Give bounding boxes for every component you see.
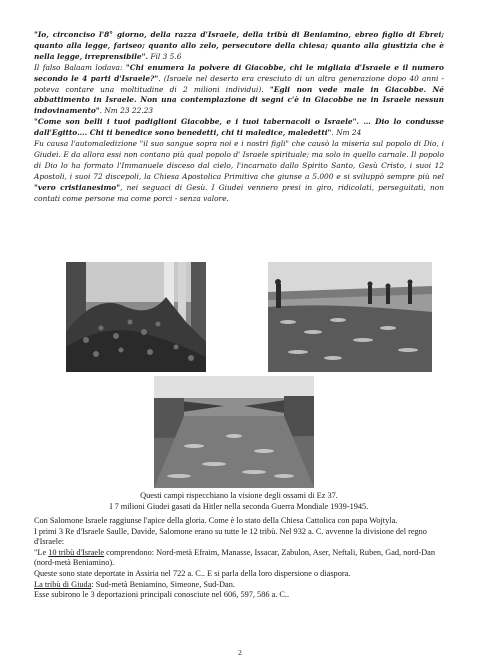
photo-camp-barracks <box>154 376 314 488</box>
page-number: 2 <box>238 648 242 657</box>
paragraph-assiria: Queste sono state deportate in Assiria nel 722 a. C.. E si parla della loro dispersione o diaspora. <box>34 568 351 578</box>
paragraph-primi-re: I primi 3 Re d'Israele Saulle, Davide, Salomone erano su tutte le 12 tribù. Nel 932 a. C. avvenne la divisione del regno d'Israele: <box>34 526 427 547</box>
quote-egypt: . … Dio lo condusse dall'Egitto…. Chi ti benedice sono benedetti, chi ti maledice, maledetti" <box>34 117 444 138</box>
bottom-text-block <box>34 516 446 601</box>
paragraph-giuda: La tribù di Giuda: Sud-metà Beniamino, Simeone, Sud-Dan. <box>34 579 235 589</box>
top-text-block <box>34 30 444 205</box>
tribu-giuda-label: La tribù di Giuda <box>34 579 92 589</box>
automaledizione-text: Fu causa l'automaledizione "il suo sangue sopra noi e i nostri figli" che causò la miseria sul popolo di Dio, i Giudei. E da allora essi non contano più qual popolo d' Israele spirituale; ma solo in quello carnale. Il popolo di Dio lo ha formato l'Immanuele disceso dal cielo, l'incarnato dallo Spirito Santo, Gesù Cristo, i suoi 12 Apostoli, i suoi 72 discepoli, la Chiesa Apostolica Primitiva che giunse a 5.000 e si sviluppò sempre più nel <box>34 139 444 181</box>
quote-balaam-1: "Chi enumera la polvere di Giacobbe, chi le migliaia d'Israele e il numero secondo le 4 parti d'Israele?" <box>34 62 444 83</box>
quote-tabernacles: "Come son belli i tuoi padiglioni Giacobbe, e i tuoi tabernacoli o Israele" <box>34 117 357 127</box>
paragraph-balaam <box>34 63 444 118</box>
caption-line-2: I 7 milioni Giudei gasati da Hitler nella seconda Guerra Mondiale 1939-1945. <box>109 501 369 511</box>
reference-nm-24: . Nm 24 <box>331 128 362 138</box>
photo-bodies-field <box>268 262 432 372</box>
paragraph-deportazioni: Esse subirono le 3 deportazioni principali conosciute nel 606, 597, 586 a. C.. <box>34 590 290 600</box>
quote-philippians: "Io, circonciso l'8° giorno, della razza d'Israele, della tribù di Beniamino, ebreo figlio di Ebrei; quanto alla legge, fariseo; quanto allo zelo, persecutore della chiesa; quanto alla giustizia che è nella legge, irreprensibile". <box>34 30 444 61</box>
paragraph-tabernacles <box>34 117 444 139</box>
paragraph-automaledizione <box>34 139 444 204</box>
paragraph-philippians <box>34 30 444 63</box>
photo-shoes-pile <box>66 262 206 372</box>
balaam-note: . (Israele nel deserto era cresciuto di un altra generazione dopo 40 anni - poteva contare una moltitudine di 2 milioni individui). <box>34 73 444 94</box>
automaledizione-text-end: , nei seguaci di Gesù. I Giudei vennero presi in giro, ridicolati, perseguitati, non contati come persone ma come porci - senza valore. <box>34 182 444 203</box>
balaam-intro: Il falso Balaam lodava: <box>34 62 126 72</box>
caption-line-1: Questi campi rispecchiano la visione degli ossami di Ez 37. <box>140 491 338 500</box>
paragraph-dieci-tribu: "Le 10 tribù d'Israele comprendono: Nord-metà Efraim, Manasse, Issacar, Zabulon, Aser, Neftali, Ruben, Gad, nord-Dan (nord-metà Beniamino). <box>34 547 435 568</box>
reference-nm-23: . Nm 23 22.23 <box>99 106 154 116</box>
photo-caption <box>34 491 444 512</box>
vero-cristianesimo: "vero cristianesimo" <box>34 182 121 192</box>
reference-fil: Fil 3 5.6 <box>148 51 182 61</box>
quote-balaam-2: "Egli non vede male in Giacobbe. Né abbattimento in Israele. Non una contemplazione di segni c'è in Giacobbe ne in Israele nessun indovinamento" <box>34 84 445 116</box>
paragraph-salomone: Con Salomone Israele raggiunse l'apice della gloria. Come è lo stato della Chiesa Cattolica con papa Wojtyla. <box>34 516 398 525</box>
dieci-tribu-label: 10 tribù d'Israele <box>48 547 105 557</box>
